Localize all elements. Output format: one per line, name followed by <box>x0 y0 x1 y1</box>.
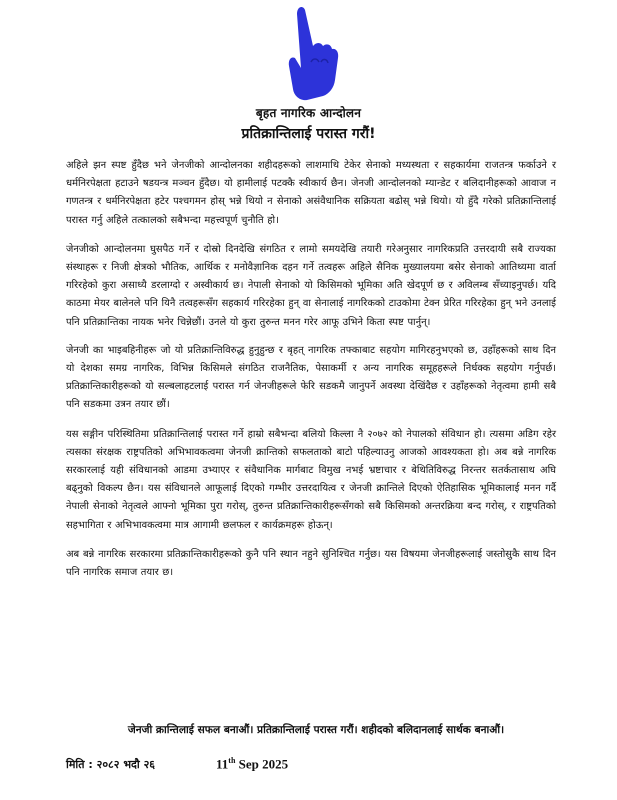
statement-body <box>66 157 556 593</box>
date-english <box>216 756 288 772</box>
date-month-year: Sep 2025 <box>235 756 289 772</box>
paragraph: जेनजीको आन्दोलनमा घुसपैठ गर्ने र दोस्रो दिनदेखि संगठित र लामो समयदेखि तयारी गरेअनुसार नागरिकप्रति उत्तरदायी सबै राज्यका संस्थाहरू र निजी क्षेत्रको भौतिक, आर्थिक र मनोवैज्ञानिक दहन गर्ने तत्वहरू अहिले सैनिक मुख्यालयमा बसेर सेनाको आतिथ्यमा वार्ता गरिरहेको कुरा असाध्यै डरलाग्दो र अस्वीकार्य छ। नेपाली सेनाको यो किसिमको भूमिका अति खेदपूर्ण छ र अविलम्ब सँच्याइनुपर्छ। यदि काठमा मेयर बालेनले पनि यिनै तत्वहरूसँग सहकार्य गरिरहेका हुन् वा सेनालाई नागरिकको टाउकोमा टेक्न प्रेरित गरिरहेका हुन् भने उनलाई पनि प्रतिक्रान्तिका नायक भनेर चिन्नेछौं। उनले यो कुरा तुरुन्त मनन गरेर आफू उभिने किता स्पष्ट पार्नुन्। <box>66 243 556 328</box>
paragraph: यस सङ्गीन परिस्थितिमा प्रतिक्रान्तिलाई परास्त गर्ने हाम्रो सबैभन्दा बलियो किल्ला नै २०७२ को नेपालको संविधान हो। त्यसमा अडिग रहेर त्यसका संरक्षक राष्ट्रपतिको अभिभावकत्वमा जेनजी क्रान्तिको सफलताको बाटो पहिल्याउनु आजको आवश्यकता हो। अब बन्ने नागरिक सरकारलाई यही संविधानको आडमा उभ्याएर र संवैधानिक मार्गबाट विमुख नभई भ्रष्टाचार र बेथितिविरुद्ध निरन्तर सतर्कतासाथ अघि बढ्नुको विकल्प छैन। यस संविधानले आफूलाई दिएको गम्भीर उत्तरदायित्व र जेनजी क्रान्तिले दिएको ऐतिहासिक भूमिकालाई मनन गर्दै नेपाली सेनाको नेतृत्वले आफ्नो भूमिका पुरा गरोस्, तुरुन्त प्रतिक्रान्तिकारीहरूसँगको सबै किसिमको अन्तरक्रिया बन्द गरोस्, र राष्ट्रपतिको सहभागिता र अभिभावकत्वमा मात्र आगामी छलफल र कार्यक्रमहरू होऊन्। <box>66 428 556 531</box>
organization-name: बृहत नागरिक आन्दोलन <box>255 106 362 120</box>
paragraph: अब बन्ने नागरिक सरकारमा प्रतिक्रान्तिकारीहरूको कुनै पनि स्थान नहुने सुनिश्चित गर्नुछ। यस विषयमा जेनजीहरूलाई जस्तोसुकै साथ दिन पनि नागरिक समाज तयार छ। <box>66 548 556 579</box>
main-slogan: प्रतिक्रान्तिलाई परास्त गरौं! <box>241 126 376 142</box>
date-day: 11 <box>216 756 229 772</box>
paragraph: जेनजी का भाइबहिनीहरू जो यो प्रतिक्रान्तिविरुद्ध हुनुहुन्छ र बृहत् नागरिक तफ्काबाट सहयोग मागिरहनुभएको छ, उहाँहरूको साथ दिन यो देशका समग्र नागरिक, विभिन्न किसिमले संगठित राजनैतिक, पेसाकर्मी र अन्य नागरिक समूहहरूले निर्धक्क सहयोग गर्नुपर्छ। प्रतिक्रान्तिकारीहरूको यो सल्बलाहटलाई परास्त गर्न जेनजीहरूले फेरि सडकमै जानुपर्ने अवस्था देखिंदैछ र उहाँहरूको नेतृत्वमा हामी सबै पनि सडकमा उत्रन तयार छौं। <box>66 344 556 411</box>
date-nepali: मिति : २०८२ भदौ २६ <box>66 758 156 771</box>
date-suffix: th <box>228 756 236 765</box>
paragraph: अहिले झन स्पष्ट हुँदैछ भने जेनजीको आन्दोलनका शहीदहरूको लाशमाथि टेकेर सेनाको मध्यस्थता र सहकार्यमा राजतन्त्र फर्काउने र धर्मनिरपेक्षता हटाउने षडयन्त्र मञ्चन हुँदैछ। यो हामीलाई पटक्कै स्वीकार्य छैन। जेनजी आन्दोलनको म्यान्डेट र बलिदानीहरूको आवाज न गणतन्त्र र धर्मनिरपेक्षता हटेर पश्चगमन होस् भन्ने थियो न सेनाको असंवैधानिक सक्रियता बढोस् भन्ने थियो। यो हुँदै गरेको प्रतिक्रान्तिलाई परास्त गर्नु अहिले तत्कालको सबैभन्दा महत्त्वपूर्ण चुनौति हो। <box>66 160 556 226</box>
raised-hand-icon <box>283 6 341 102</box>
closing-slogan: जेनजी क्रान्तिलाई सफल बनाऔं। प्रतिक्रान्तिलाई परास्त गरौं। शहीदको बलिदानलाई सार्थक बनाऔं। <box>127 724 505 736</box>
